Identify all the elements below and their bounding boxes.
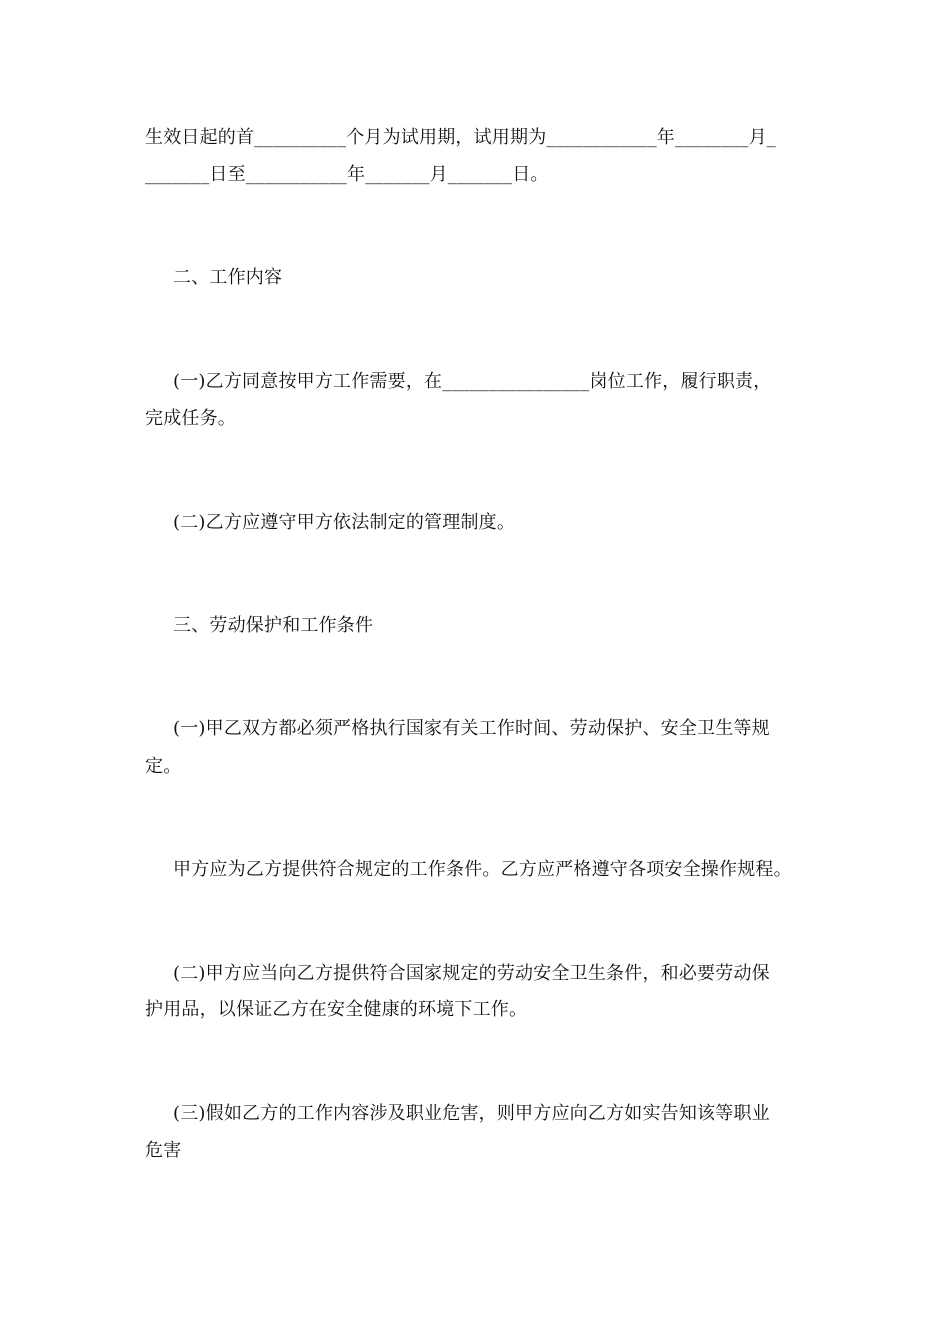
paragraph-line: 危害 [145,1140,182,1161]
section-heading: 三、劳动保护和工作条件 [173,615,374,636]
paragraph-line: 护用品，以保证乙方在安全健康的环境下工作。 [145,999,528,1020]
section-heading: 二、工作内容 [173,267,283,288]
paragraph-line: 完成任务。 [145,408,236,429]
paragraph-line: (一)甲乙双方都必须严格执行国家有关工作时间、劳动保护、安全卫生等规 [173,718,770,739]
paragraph-line: _______日至___________年_______月_______日。 [145,164,549,185]
paragraph-line: (三)假如乙方的工作内容涉及职业危害，则甲方应向乙方如实告知该等职业 [173,1103,770,1124]
paragraph-line: 定。 [145,756,182,777]
paragraph-line: 甲方应为乙方提供符合规定的工作条件。乙方应严格遵守各项安全操作规程。 [173,859,792,880]
paragraph-line: (二)乙方应遵守甲方依法制定的管理制度。 [173,512,516,533]
paragraph-line: (一)乙方同意按甲方工作需要，在________________岗位工作，履行职责， [173,371,772,392]
paragraph-line: 生效日起的首__________个月为试用期，试用期为____________年________月_ [145,127,776,148]
paragraph-line: (二)甲方应当向乙方提供符合国家规定的劳动安全卫生条件，和必要劳动保 [173,963,770,984]
